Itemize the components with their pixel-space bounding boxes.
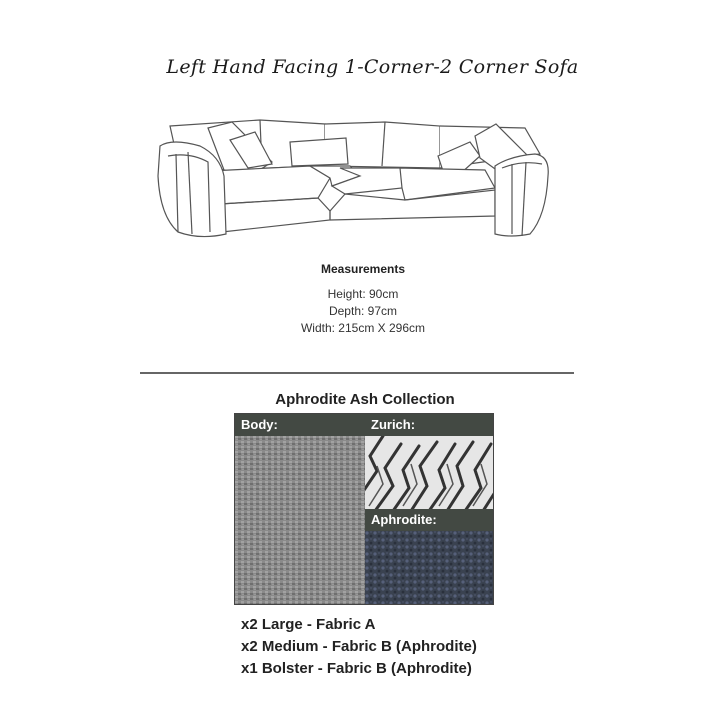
zebra-pattern-texture-icon xyxy=(365,436,493,509)
measurement-depth: Depth: 97cm xyxy=(328,304,398,318)
fabric-swatch-panel xyxy=(234,413,494,605)
product-title: Left Hand Facing 1-Corner-2 Corner Sofa xyxy=(166,56,579,78)
measurement-width: Width: 215cm X 296cm xyxy=(300,321,426,335)
sofa-illustration xyxy=(150,116,550,240)
spec-line-bolster: x1 Bolster - Fabric B (Aphrodite) xyxy=(241,660,472,677)
grey-chenille-texture-icon xyxy=(235,436,365,604)
swatch-label-body: Body: xyxy=(235,414,365,436)
measurement-height: Height: 90cm xyxy=(327,287,399,301)
dark-boucle-texture-icon xyxy=(365,531,493,604)
spec-line-large: x2 Large - Fabric A xyxy=(241,616,376,633)
section-divider xyxy=(140,372,574,374)
spec-line-medium: x2 Medium - Fabric B (Aphrodite) xyxy=(241,638,477,655)
collection-title: Aphrodite Ash Collection xyxy=(275,391,455,408)
swatch-label-aphrodite: Aphrodite: xyxy=(365,509,493,531)
swatch-label-zurich: Zurich: xyxy=(365,414,493,436)
measurements-heading: Measurements xyxy=(320,262,406,276)
